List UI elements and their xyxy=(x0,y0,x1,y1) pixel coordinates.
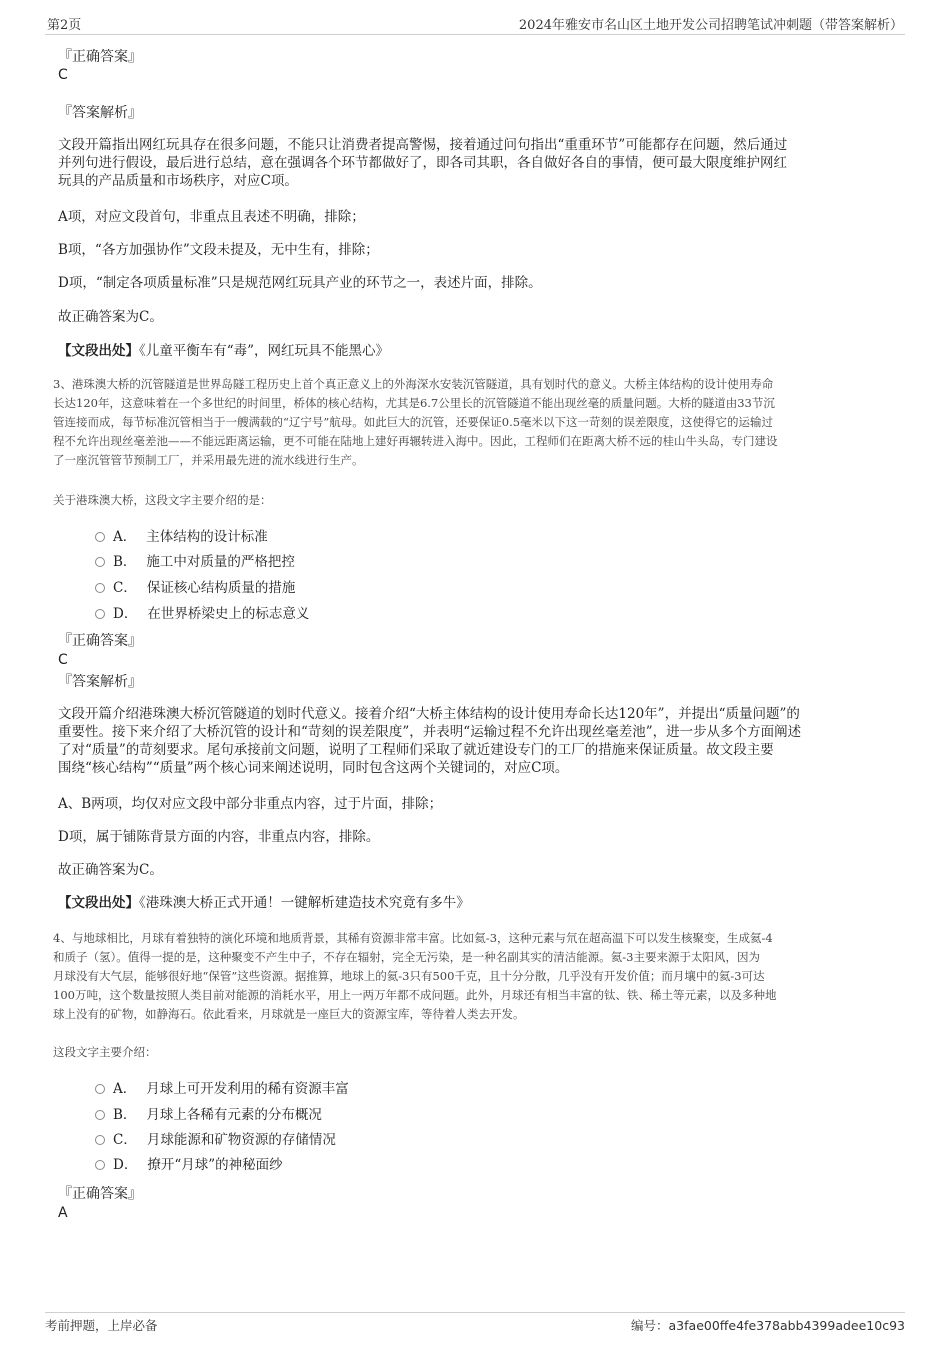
source-label: 【文段出处】 xyxy=(58,895,139,911)
conclusion: 故正确答案为C。 xyxy=(58,862,163,878)
stem-line: 和质子（氢）。值得一提的是，这种聚变不产生中子，不存在辐射，完全无污染，是一种名副其实的清洁能源。氦-3主要来源于太阳风，因为 xyxy=(53,950,760,964)
stem-line: 3、港珠澳大桥的沉管隧道是世界岛隧工程历史上首个真正意义上的外海深水安装沉管隧道，具有划时代的意义。大桥主体结构的设计使用寿命 xyxy=(53,377,774,391)
stem-line: 球上没有的矿物，如静海石。依此看来，月球就是一座巨大的资源宝库，等待着人类去开发。 xyxy=(53,1007,525,1021)
radio-icon[interactable] xyxy=(95,1135,105,1145)
option-c[interactable]: C． 保证核心结构质量的措施 xyxy=(95,579,295,597)
option-d[interactable]: D． 撩开“月球”的神秘面纱 xyxy=(95,1156,283,1174)
stem-line: 月球没有大气层，能够很好地“保管”这些资源。据推算，地球上的氦-3只有500千克，且十分分散，几乎没有开发价值；而月壤中的氦-3可达 xyxy=(53,969,765,983)
option-b-analysis: B项，“各方加强协作”文段未提及，无中生有，排除； xyxy=(58,242,379,258)
option-c[interactable]: C． 月球能源和矿物资源的存储情况 xyxy=(95,1131,336,1149)
document-code: 编号：a3fae00ffe4fe378abb4399adee10c93 xyxy=(631,1318,905,1333)
page-header xyxy=(45,14,905,35)
stem-line: 程不允许出现丝毫差池——不能远距离运输，更不可能在陆地上建好再辗转进入海中。因此，工程师们在距离大桥不远的桂山牛头岛，专门建设 xyxy=(53,434,778,448)
question-prompt: 这段文字主要介绍： xyxy=(53,1045,157,1059)
correct-answer: C xyxy=(58,67,68,83)
stem-line: 了一座沉管管节预制工厂，并采用最先进的流水线进行生产。 xyxy=(53,453,364,467)
option-a[interactable]: A． 主体结构的设计标准 xyxy=(95,528,268,546)
analysis-line: 玩具的产品质量和市场秩序，对应C项。 xyxy=(58,173,298,189)
page-number: 第2页 xyxy=(47,18,82,33)
conclusion: 故正确答案为C。 xyxy=(58,309,163,325)
correct-answer: C xyxy=(58,652,68,668)
stem-line: 100万吨，这个数量按照人类目前对能源的消耗水平，用上一两万年都不成问题。此外，月球还有相当丰富的钛、铁、稀土等元素，以及多种地 xyxy=(53,988,777,1002)
radio-icon[interactable] xyxy=(95,583,105,593)
analysis-line: 重要性。接下来介绍了大桥沉管的设计和“苛刻的误差限度”，并表明“运输过程不允许出现丝毫差池”，进一步从多个方面阐述 xyxy=(58,724,802,740)
analysis-line: 文段开篇介绍港珠澳大桥沉管隧道的划时代意义。接着介绍“大桥主体结构的设计使用寿命长达120年”，并提出“质量问题”的 xyxy=(58,706,800,722)
radio-icon[interactable] xyxy=(95,532,105,542)
source-line xyxy=(58,894,898,912)
analysis-label: 『答案解析』 xyxy=(58,105,142,121)
correct-answer: A xyxy=(58,1205,68,1221)
stem-line: 4、与地球相比，月球有着独特的演化环境和地质背景，其稀有资源非常丰富。比如氦-3，这种元素与氘在超高温下可以发生核聚变，生成氦-4 xyxy=(53,931,773,945)
radio-icon[interactable] xyxy=(95,1084,105,1094)
analysis-line: 并列句进行假设，最后进行总结，意在强调各个环节都做好了，即各司其职，各自做好各自的事情，便可最大限度维护网红 xyxy=(58,155,787,171)
option-d-analysis: D项，“制定各项质量标准”只是规范网红玩具产业的环节之一，表述片面，排除。 xyxy=(58,275,542,291)
source-label: 【文段出处】 xyxy=(58,343,139,359)
option-d[interactable]: D． 在世界桥梁史上的标志意义 xyxy=(95,605,309,623)
footer-slogan: 考前押题，上岸必备 xyxy=(45,1318,158,1333)
source-title: 《儿童平衡车有“毒”，网红玩具不能黑心》 xyxy=(139,343,390,359)
question-stem xyxy=(53,929,901,1024)
option-a-analysis: A项，对应文段首句，非重点且表述不明确，排除； xyxy=(58,209,365,225)
correct-answer-label: 『正确答案』 xyxy=(58,1186,142,1202)
document-title: 2024年雅安市名山区土地开发公司招聘笔试冲刺题（带答案解析） xyxy=(518,18,903,33)
correct-answer-label: 『正确答案』 xyxy=(58,633,142,649)
source-title: 《港珠澳大桥正式开通！一键解析建造技术究竟有多牛》 xyxy=(139,895,470,911)
radio-icon[interactable] xyxy=(95,609,105,619)
analysis-line: 文段开篇指出网红玩具存在很多问题，不能只让消费者提高警惕，接着通过问句指出“重重环节”可能都存在问题，然后通过 xyxy=(58,137,788,153)
option-ab-analysis: A、B两项，均仅对应文段中部分非重点内容，过于片面，排除； xyxy=(58,796,443,812)
stem-line: 长达120年，这意味着在一个多世纪的时间里，桥体的核心结构，尤其是6.7公里长的沉管隧道不能出现丝毫的质量问题。大桥的隧道由33节沉 xyxy=(53,396,775,410)
stem-line: 管连接而成，每节标准沉管相当于一艘满载的“辽宁号”航母。如此巨大的沉管，还要保证0.5毫米以下这一苛刻的误差限度，这使得它的运输过 xyxy=(53,415,774,429)
analysis-paragraph xyxy=(58,136,898,190)
radio-icon[interactable] xyxy=(95,1160,105,1170)
option-b[interactable]: B． 月球上各稀有元素的分布概况 xyxy=(95,1106,322,1124)
analysis-paragraph xyxy=(58,705,898,777)
option-d-analysis: D项，属于铺陈背景方面的内容，非重点内容，排除。 xyxy=(58,829,380,845)
question-prompt: 关于港珠澳大桥，这段文字主要介绍的是： xyxy=(53,493,272,507)
radio-icon[interactable] xyxy=(95,1110,105,1120)
correct-answer-label: 『正确答案』 xyxy=(58,49,142,65)
source-line xyxy=(58,342,898,360)
option-b[interactable]: B． 施工中对质量的严格把控 xyxy=(95,553,295,571)
page-footer xyxy=(45,1312,905,1335)
radio-icon[interactable] xyxy=(95,557,105,567)
option-a[interactable]: A． 月球上可开发利用的稀有资源丰富 xyxy=(95,1080,349,1098)
analysis-line: 围绕“核心结构”“质量”两个核心词来阐述说明，同时包含这两个关键词的，对应C项。 xyxy=(58,760,569,776)
analysis-line: 了对“质量”的苛刻要求。尾句承接前文问题，说明了工程师们采取了就近建设专门的工厂的措施来保证质量。故文段主要 xyxy=(58,742,774,758)
analysis-label: 『答案解析』 xyxy=(58,674,142,690)
question-stem xyxy=(53,375,901,470)
